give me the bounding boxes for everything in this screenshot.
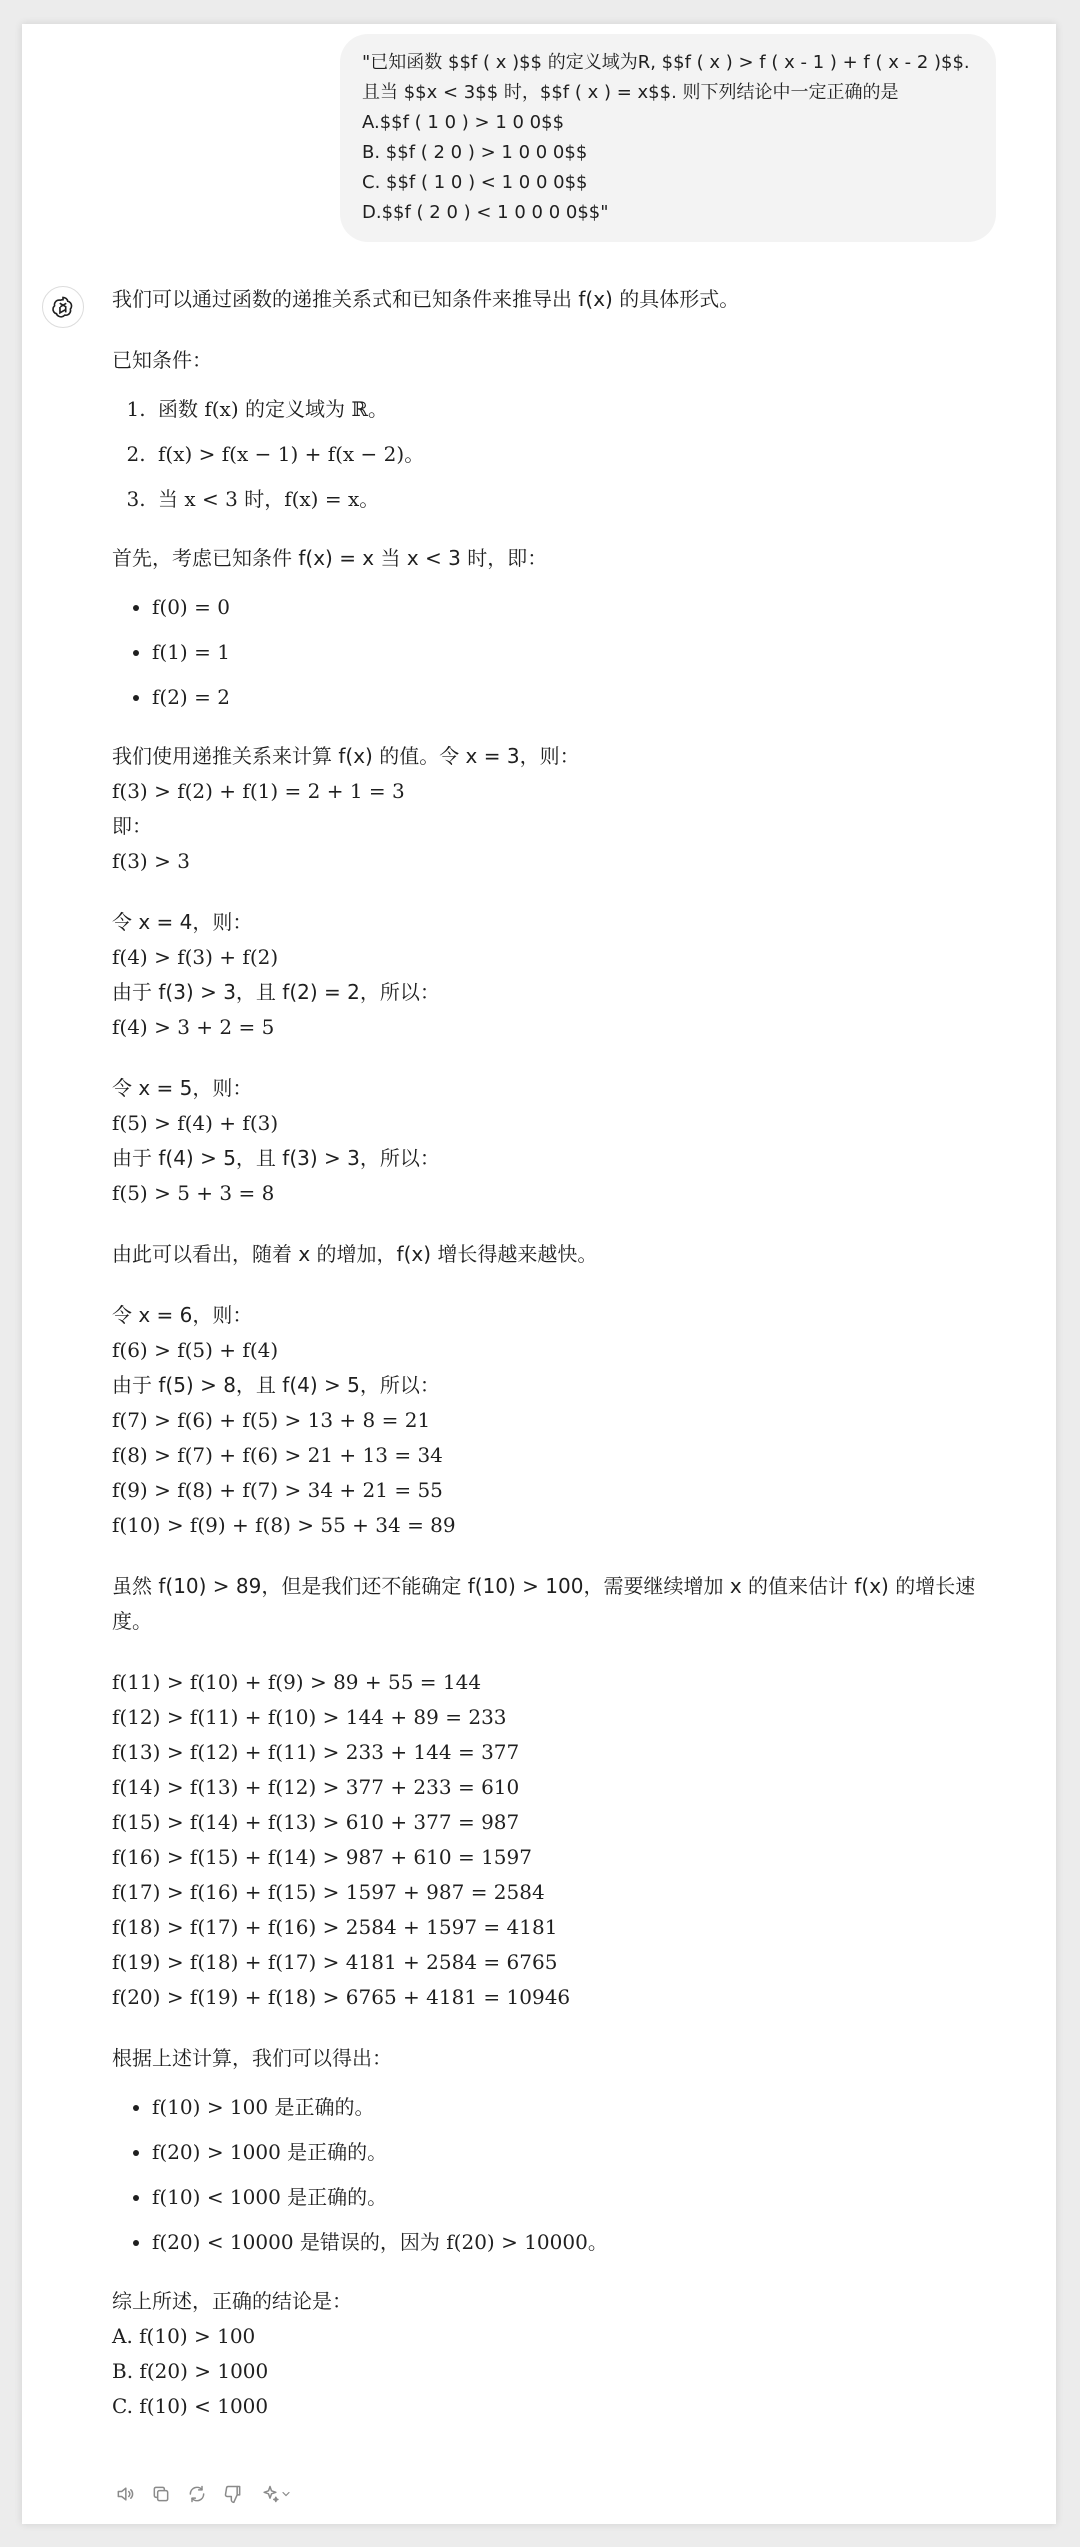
step-text: 即： xyxy=(112,814,152,838)
step-text: 令 x = 4，则： xyxy=(112,910,253,934)
step-formula: f(16) > f(15) + f(14) > 987 + 610 = 1597 xyxy=(112,1845,532,1869)
regenerate-button[interactable] xyxy=(184,2481,210,2507)
step-formula: f(10) > f(9) + f(8) > 55 + 34 = 89 xyxy=(112,1513,456,1537)
message-actions-toolbar xyxy=(112,2479,296,2509)
user-message-line: A.$$f ( 1 0 ) > 1 0 0$$ xyxy=(362,112,565,133)
change-model-button[interactable] xyxy=(256,2481,296,2507)
list-item: • f(0) = 0 xyxy=(152,590,1012,625)
first-consider-line: 首先，考虑已知条件 f(x) = x 当 x < 3 时，即： xyxy=(112,546,548,570)
read-aloud-button[interactable] xyxy=(112,2481,138,2507)
step-formula: f(4) > f(3) + f(2) xyxy=(112,945,279,969)
thumbs-down-button[interactable] xyxy=(220,2481,246,2507)
openai-logo-icon xyxy=(50,294,76,320)
list-item: • f(2) = 2 xyxy=(152,680,1012,715)
observation-text: 由此可以看出，随着 x 的增加，f(x) 增长得越来越快。 xyxy=(112,1242,598,1266)
list-item: 2. f(x) > f(x − 1) + f(x − 2)。 xyxy=(152,437,1012,472)
final-answer: C. f(10) < 1000 xyxy=(112,2394,269,2418)
chevron-down-icon xyxy=(280,2488,292,2500)
list-item: • f(20) < 10000 是错误的，因为 f(20) > 10000。 xyxy=(152,2225,1012,2260)
list-item: • f(1) = 1 xyxy=(152,635,1012,670)
step-text: 令 x = 5，则： xyxy=(112,1076,253,1100)
list-item: 1. 函数 f(x) 的定义域为 ℝ。 xyxy=(152,392,1012,427)
final-heading: 综上所述，正确的结论是： xyxy=(112,2289,352,2313)
step-formula: f(19) > f(18) + f(17) > 4181 + 2584 = 6765 xyxy=(112,1950,558,1974)
step-formula: f(17) > f(16) + f(15) > 1597 + 987 = 2584 xyxy=(112,1880,545,1904)
copy-button[interactable] xyxy=(148,2481,174,2507)
list-item: • f(20) > 1000 是正确的。 xyxy=(152,2135,1012,2170)
step-text: 由于 f(4) > 5，且 f(3) > 3，所以： xyxy=(112,1146,440,1170)
list-item: • f(10) < 1000 是正确的。 xyxy=(152,2180,1012,2215)
step-formula: f(7) > f(6) + f(5) > 13 + 8 = 21 xyxy=(112,1408,431,1432)
step-formula: f(4) > 3 + 2 = 5 xyxy=(112,1015,275,1039)
chat-window xyxy=(22,24,1056,2524)
copy-icon xyxy=(151,2484,171,2504)
step-formula: f(5) > 5 + 3 = 8 xyxy=(112,1181,275,1205)
known-heading: 已知条件： xyxy=(112,348,212,372)
user-message-line: 且当 $$x < 3$$ 时，$$f ( x ) = x$$. 则下列结论中一定正确的是 xyxy=(362,82,899,103)
final-answer: B. f(20) > 1000 xyxy=(112,2359,269,2383)
step-text: 由于 f(3) > 3，且 f(2) = 2，所以： xyxy=(112,980,440,1004)
answer-intro: 我们可以通过函数的递推关系式和已知条件来推导出 f(x) 的具体形式。 xyxy=(112,287,740,311)
step-formula: f(8) > f(7) + f(6) > 21 + 13 = 34 xyxy=(112,1443,443,1467)
speaker-icon xyxy=(115,2484,135,2504)
user-message-line: C. $$f ( 1 0 ) < 1 0 0 0$$ xyxy=(362,172,588,193)
step-formula: f(3) > f(2) + f(1) = 2 + 1 = 3 xyxy=(112,779,405,803)
step-formula: f(11) > f(10) + f(9) > 89 + 55 = 144 xyxy=(112,1670,482,1694)
regenerate-icon xyxy=(187,2484,207,2504)
assistant-avatar xyxy=(42,286,84,328)
step-formula: f(15) > f(14) + f(13) > 610 + 377 = 987 xyxy=(112,1810,520,1834)
step-formula: f(12) > f(11) + f(10) > 144 + 89 = 233 xyxy=(112,1705,507,1729)
step-formula: f(14) > f(13) + f(12) > 377 + 233 = 610 xyxy=(112,1775,520,1799)
step-text: 由于 f(5) > 8，且 f(4) > 5，所以： xyxy=(112,1373,440,1397)
sparkle-icon xyxy=(260,2484,280,2504)
user-message-line: B. $$f ( 2 0 ) > 1 0 0 0$$ xyxy=(362,142,588,163)
step-formula: f(20) > f(19) + f(18) > 6765 + 4181 = 10946 xyxy=(112,1985,571,2009)
list-item: • f(10) > 100 是正确的。 xyxy=(152,2090,1012,2125)
step-formula: f(5) > f(4) + f(3) xyxy=(112,1111,279,1135)
step-formula: f(6) > f(5) + f(4) xyxy=(112,1338,279,1362)
base-values-list xyxy=(112,590,1012,715)
conclude-heading: 根据上述计算，我们可以得出： xyxy=(112,2046,392,2070)
step-formula: f(3) > 3 xyxy=(112,849,190,873)
step-text: 令 x = 6，则： xyxy=(112,1303,253,1327)
user-message-bubble xyxy=(340,34,996,242)
user-message-line: D.$$f ( 2 0 ) < 1 0 0 0 0$$" xyxy=(362,202,609,223)
list-item: 3. 当 x < 3 时，f(x) = x。 xyxy=(152,482,1012,517)
known-conditions-list xyxy=(112,392,1012,517)
thumbs-down-icon xyxy=(223,2484,243,2504)
step-formula: f(18) > f(17) + f(16) > 2584 + 1597 = 4181 xyxy=(112,1915,558,1939)
conclusions-list xyxy=(112,2090,1012,2260)
user-message-line: "已知函数 $$f ( x )$$ 的定义域为R, $$f ( x ) > f ( x - 1 ) + f ( x - 2 )$$. xyxy=(362,52,970,73)
step-formula: f(9) > f(8) + f(7) > 34 + 21 = 55 xyxy=(112,1478,443,1502)
step-text: 我们使用递推关系来计算 f(x) 的值。令 x = 3，则： xyxy=(112,744,580,768)
step-formula: f(13) > f(12) + f(11) > 233 + 144 = 377 xyxy=(112,1740,520,1764)
assistant-answer xyxy=(112,282,1012,2424)
note-text: 虽然 f(10) > 89，但是我们还不能确定 f(10) > 100，需要继续增加 x 的值来估计 f(x) 的增长速度。 xyxy=(112,1574,976,1633)
final-answer: A. f(10) > 100 xyxy=(112,2324,256,2348)
